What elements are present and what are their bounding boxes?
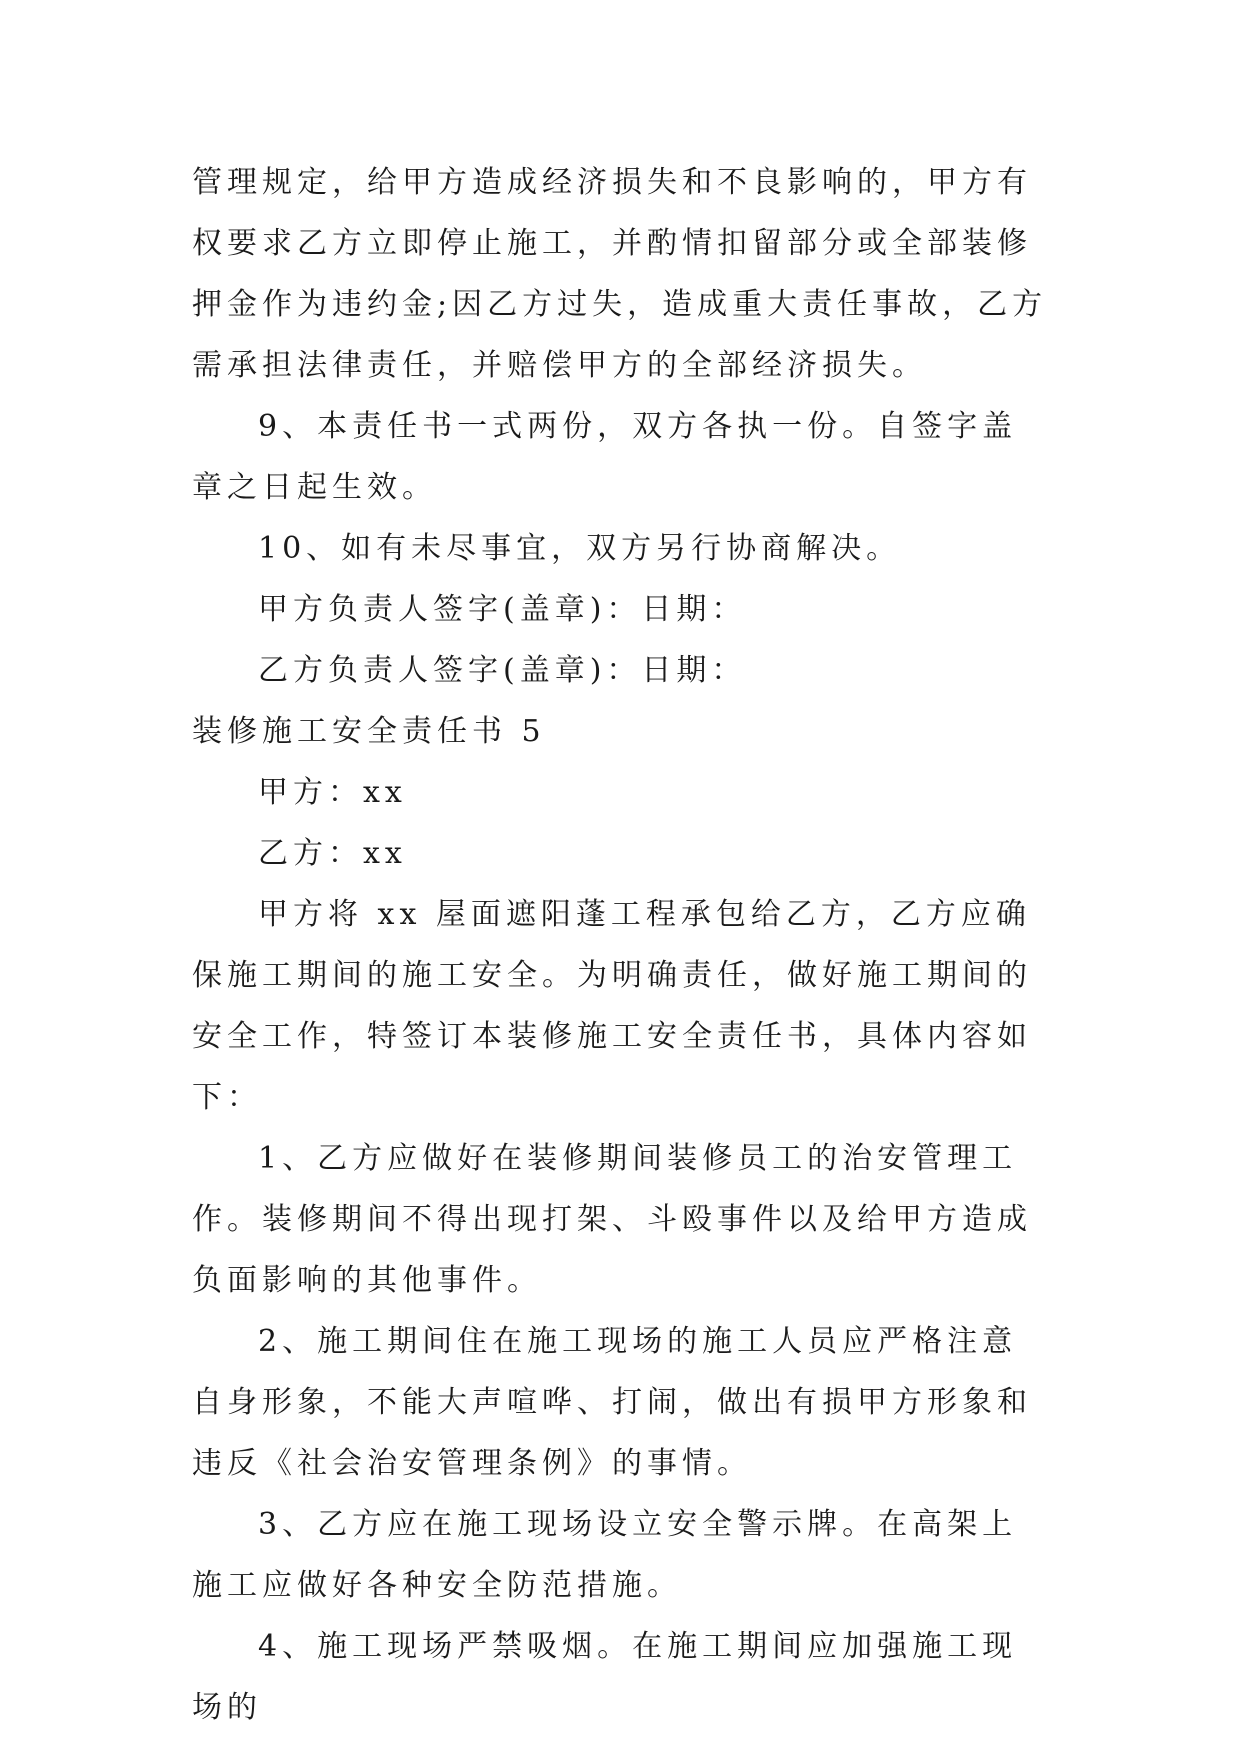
paragraph-intro: 甲方将 xx 屋面遮阳蓬工程承包给乙方，乙方应确保施工期间的施工安全。为明确责任，做好施工期间的安全工作，特签订本装修施工安全责任书，具体内容如下： [192, 897, 1032, 1115]
party-b-line: 乙方：xx [258, 836, 407, 871]
party-a-signature-line: 甲方负责人签字(盖章)：日期： [258, 592, 747, 627]
paragraph-clause-9: 9、本责任书一式两份，双方各执一份。自签字盖章之日起生效。 [192, 409, 1018, 505]
document-body [192, 152, 1052, 1738]
paragraph-clause-2: 2、施工期间住在施工现场的施工人员应严格注意自身形象，不能大声喧哗、打闹，做出有损甲方形象和违反《社会治安管理条例》的事情。 [192, 1324, 1032, 1481]
paragraph-continued-clause: 管理规定，给甲方造成经济损失和不良影响的，甲方有权要求乙方立即停止施工，并酌情扣留部分或全部装修押金作为违约金;因乙方过失，造成重大责任事故，乙方需承担法律责任，并赔偿甲方的全部经济损失。 [192, 165, 1048, 383]
paragraph-clause-3: 3、乙方应在施工现场设立安全警示牌。在高架上施工应做好各种安全防范措施。 [192, 1507, 1018, 1603]
paragraph-clause-1: 1、乙方应做好在装修期间装修员工的治安管理工作。装修期间不得出现打架、斗殴事件以及给甲方造成负面影响的其他事件。 [192, 1141, 1032, 1298]
paragraph-clause-4: 4、施工现场严禁吸烟。在施工期间应加强施工现场的 [192, 1629, 1018, 1725]
party-a-line: 甲方：xx [258, 775, 407, 810]
section-title: 装修施工安全责任书 5 [192, 714, 546, 749]
paragraph-clause-10: 10、如有未尽事宜，双方另行协商解决。 [258, 531, 902, 566]
party-b-signature-line: 乙方负责人签字(盖章)：日期： [258, 653, 747, 688]
